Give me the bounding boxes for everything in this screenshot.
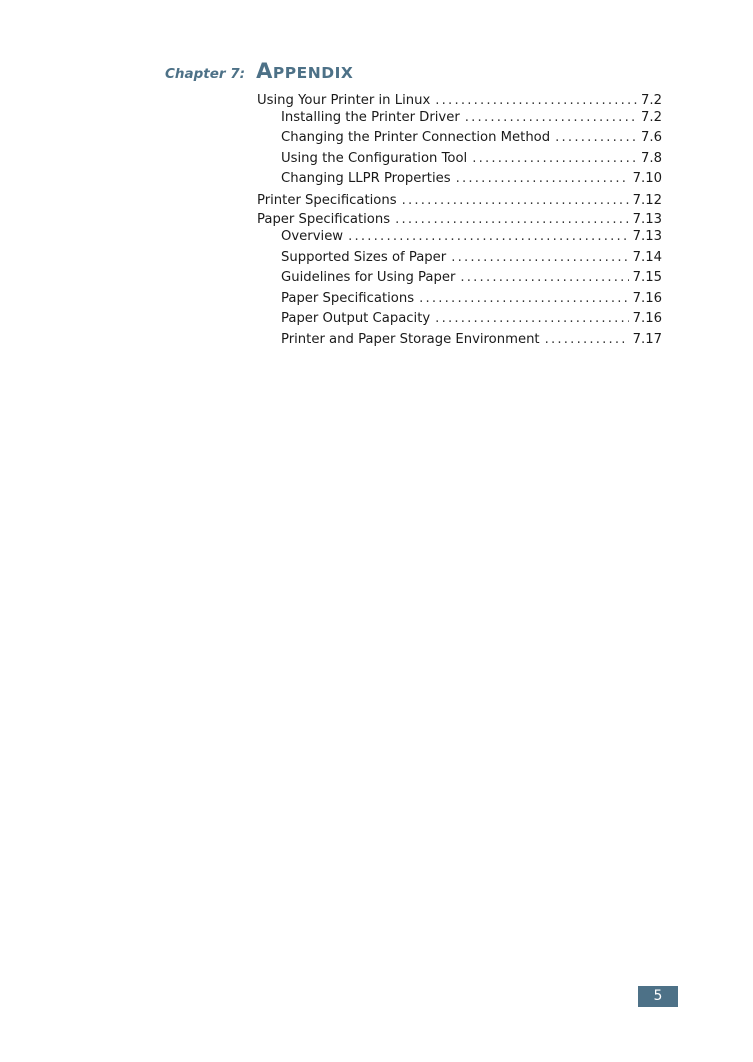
toc-leader-dots xyxy=(348,228,629,245)
toc-leader-dots xyxy=(451,249,628,266)
toc-leader-dots xyxy=(402,192,629,209)
toc-entry-page: 7.16 xyxy=(632,291,662,306)
toc-entry-title: Changing the Printer Connection Method xyxy=(281,130,551,145)
toc-leader-dots xyxy=(472,150,637,167)
toc-entry-printer-specifications[interactable] xyxy=(257,192,662,211)
toc-leader-dots xyxy=(460,269,628,286)
chapter-title-initial: A xyxy=(256,59,273,83)
toc-entry-page: 7.17 xyxy=(632,332,662,347)
toc-entry-guidelines[interactable] xyxy=(257,269,662,290)
chapter-heading xyxy=(165,59,353,83)
toc-entry-linux[interactable] xyxy=(257,92,662,109)
toc-entry-page: 7.6 xyxy=(641,130,662,145)
toc-entry-configuration-tool[interactable] xyxy=(257,150,662,170)
toc-entry-llpr-properties[interactable] xyxy=(257,170,662,192)
toc-leader-dots xyxy=(555,129,637,146)
toc-entry-title: Paper Output Capacity xyxy=(281,311,431,326)
toc-entry-title: Printer and Paper Storage Environment xyxy=(281,332,540,347)
chapter-title-rest: PPENDIX xyxy=(272,64,354,82)
toc-leader-dots xyxy=(419,290,629,307)
chapter-title xyxy=(256,59,354,83)
toc-entry-title: Overview xyxy=(281,229,344,244)
toc-entry-page: 7.14 xyxy=(632,250,662,265)
toc-leader-dots xyxy=(465,109,637,126)
chapter-label: Chapter 7: xyxy=(165,66,246,82)
toc-entry-title: Changing LLPR Properties xyxy=(281,171,451,186)
toc-entry-storage-environment[interactable] xyxy=(257,331,662,351)
toc-entry-title: Installing the Printer Driver xyxy=(281,110,460,125)
toc-entry-title: Using the Configuration Tool xyxy=(281,151,468,166)
toc-entry-output-capacity[interactable] xyxy=(257,310,662,331)
toc-leader-dots xyxy=(395,211,629,228)
toc-entry-supported-sizes[interactable] xyxy=(257,249,662,269)
toc-entry-page: 7.2 xyxy=(641,110,662,125)
toc-entry-title: Using Your Printer in Linux xyxy=(257,93,431,108)
toc-entry-page: 7.13 xyxy=(632,212,662,227)
toc-leader-dots xyxy=(435,92,637,109)
toc-entry-title: Paper Specifications xyxy=(281,291,415,306)
page-number: 5 xyxy=(638,986,678,1007)
toc-entry-page: 7.13 xyxy=(632,229,662,244)
toc-entry-paper-specifications[interactable] xyxy=(257,211,662,228)
toc-entry-page: 7.16 xyxy=(632,311,662,326)
toc-entry-title: Paper Specifications xyxy=(257,212,391,227)
toc-entry-title: Guidelines for Using Paper xyxy=(281,270,456,285)
toc-entry-page: 7.10 xyxy=(632,171,662,186)
toc-entry-page: 7.8 xyxy=(641,151,662,166)
toc-entry-title: Printer Specifications xyxy=(257,193,397,208)
toc-entry-page: 7.15 xyxy=(632,270,662,285)
toc-leader-dots xyxy=(435,310,628,327)
toc-leader-dots xyxy=(456,170,629,187)
table-of-contents xyxy=(257,92,662,351)
toc-entry-overview[interactable] xyxy=(257,228,662,249)
toc-entry-page: 7.2 xyxy=(641,93,662,108)
toc-entry-title: Supported Sizes of Paper xyxy=(281,250,447,265)
toc-entry-page: 7.12 xyxy=(632,193,662,208)
toc-leader-dots xyxy=(545,331,629,348)
toc-entry-connection-method[interactable] xyxy=(257,129,662,150)
toc-entry-installing-driver[interactable] xyxy=(257,109,662,129)
toc-entry-paper-specs-sub[interactable] xyxy=(257,290,662,310)
